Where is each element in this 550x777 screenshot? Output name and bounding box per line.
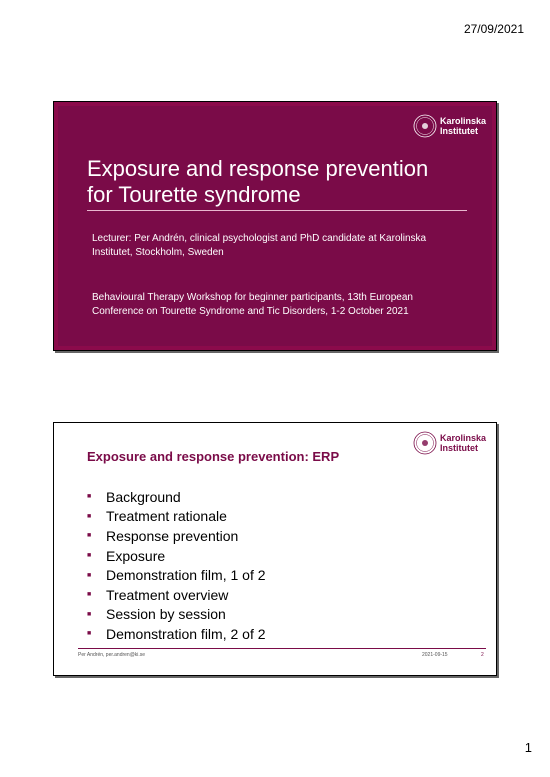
bullet-icon: ■ [87, 630, 92, 638]
bullet-icon: ■ [87, 532, 92, 540]
bullet-icon: ■ [87, 512, 92, 520]
logo-line2: Institutet [439, 443, 478, 453]
title-slide [53, 101, 497, 351]
list-item: ■ Demonstration film, 2 of 2 [87, 625, 266, 642]
agenda-title: Exposure and response prevention: ERP [87, 449, 340, 464]
footer-author: Per Andrén, per.andren@ki.se [78, 652, 146, 658]
event-text: Behavioural Therapy Workshop for beginner participants, 13th European Conference on Tourette Syndrome and Tic Disorders, 1-2 October 2021 [92, 292, 413, 317]
footer-slide-number: 2 [481, 652, 484, 658]
slide-title [87, 156, 457, 208]
slide-title-line1: Exposure and response prevention [87, 156, 429, 181]
list-item: ■ Session by session [87, 606, 226, 623]
bullet-icon: ■ [87, 610, 92, 618]
list-item: ■ Response prevention [87, 527, 239, 544]
logo-line1: Karolinska [439, 116, 486, 126]
logo-line1: Karolinska [439, 433, 486, 443]
title-divider [87, 210, 467, 211]
list-item: ■ Background [87, 488, 181, 505]
slide-title-line2: for Tourette syndrome [87, 182, 301, 207]
list-item: ■ Treatment rationale [87, 508, 227, 525]
agenda-list [87, 487, 266, 644]
list-item: ■ Treatment overview [87, 586, 229, 603]
page-date: 27/09/2021 [463, 22, 524, 36]
footer-divider [78, 648, 486, 649]
karolinska-logo [413, 114, 486, 138]
bullet-icon: ■ [87, 552, 92, 560]
lecturer-text: Lecturer: Per Andrén, clinical psychologist and PhD candidate at Karolinska Institutet, Stockholm, Sweden [92, 233, 427, 258]
bullet-icon: ■ [87, 493, 92, 501]
logo-line2: Institutet [439, 126, 478, 136]
seal-icon [413, 431, 437, 455]
page-number: 1 [524, 740, 532, 755]
karolinska-logo [413, 431, 486, 455]
list-item: ■ Demonstration film, 1 of 2 [87, 567, 266, 584]
list-item: ■ Exposure [87, 547, 166, 564]
bullet-icon: ■ [87, 591, 92, 599]
agenda-slide [53, 422, 497, 676]
bullet-icon: ■ [87, 571, 92, 579]
footer-date: 2021-09-15 [422, 652, 448, 658]
seal-icon [413, 114, 437, 138]
